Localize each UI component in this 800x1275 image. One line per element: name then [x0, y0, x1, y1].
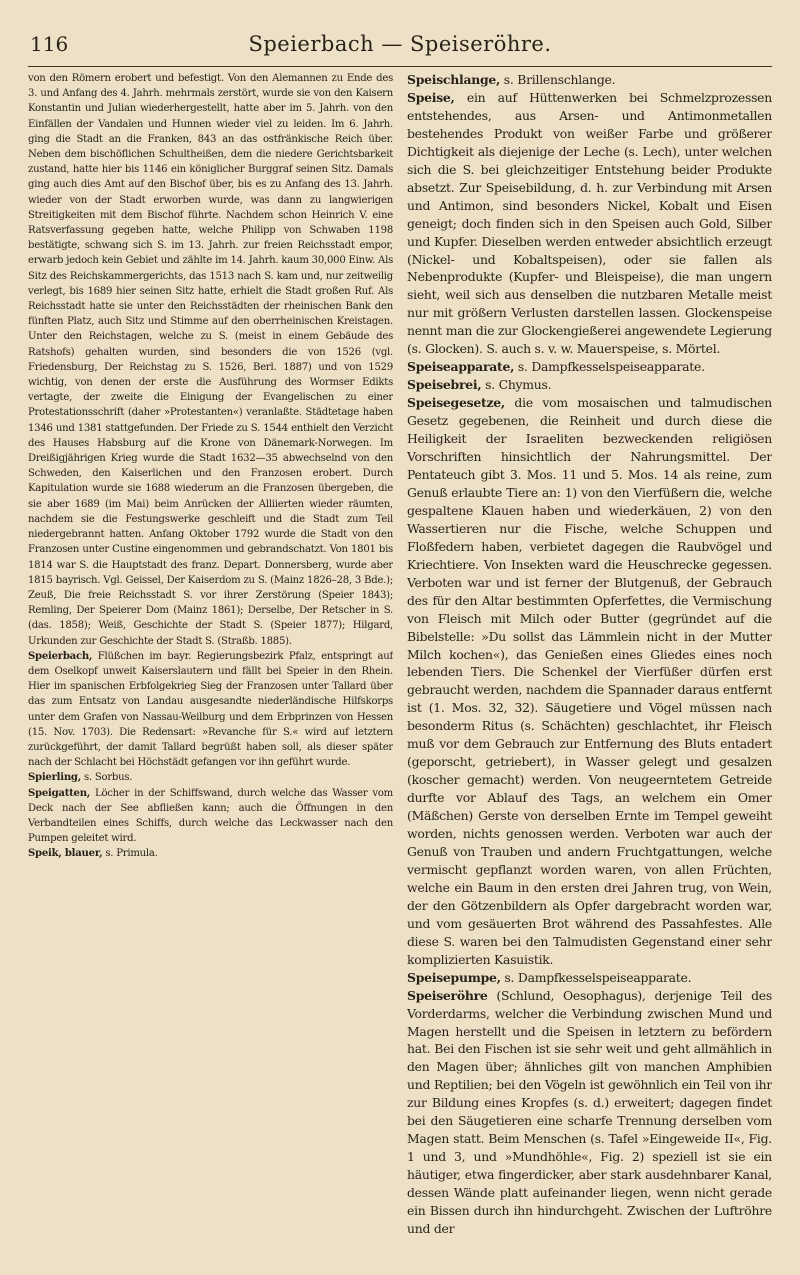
entry-paragraph	[28, 770, 393, 785]
entry-headword: Speik, blauer,	[28, 848, 103, 860]
entry-text: von den Römern erobert und befestigt. Von den Alemannen zu Ende des 3. und Anfang des 4. Jahrh. mehrmals zerstört, wurde sie von den Kaisern Konstantin und Julian wiederhergestellt, hatte aber im 5. Jahrh. von den Einfällen der Vandalen und Hunnen wieder viel zu leiden. Im 6. Jahrh. ging die Stadt an die Franken, 843 an das ostfränkische Reich über. Neben dem bischöflichen Schultheißen, dem die niedere Gerichtsbarkeit zustand, hatte hier bis 1146 ein königlicher Burggraf seinen Sitz. Damals ging auch dies Amt auf den Bischof über, bis es zu Anfang des 13. Jahrh. wieder von der Stadt erworben wurde, was dann zu langwierigen Streitigkeiten mit dem Bischof führte. Nachdem schon Heinrich V. eine Ratsverfassung gegeben hatte, welche Philipp von Schwaben 1198 bestätigte, schwang sich S. im 13. Jahrh. zur freien Reichsstadt empor, erwarb jedoch kein Gebiet und zählte im 14. Jahrh. kaum 30,000 Einw. Als Sitz des Reichskammergerichts, das 1513 nach S. kam und, nur zeitweilig verlegt, bis 1689 hier seinen Sitz hatte, erhielt die Stadt großen Ruf. Als Reichsstadt hatte sie unter den Reichsstädten der rheinischen Bank den fünften Platz, auch Sitz und Stimme auf den oberrheinischen Kreistagen. Unter den Reichstagen, welche zu S. (meist in einem Gebäude des Ratshofs) gehalten wurden, sind besonders die von 1526 (vgl. Friedensburg, Der Reichstag zu S. 1526, Berl. 1887) und von 1529 wichtig, von denen der erste die Ausführung des Wormser Edikts vertagte, der zweite die Einigung der Evangelischen zu einer Protestationsschrift (daher »Protestanten«) veranlaßte. Städtetage haben 1346 und 1381 stattgefunden. Der Friede zu S. 1544 enthielt den Verzicht des Hauses Habsburg auf die Krone von Dänemark-Norwegen. Im Dreißigjährigen Krieg wurde die Stadt 1632—35 abwechselnd von den Schweden, den Kaiserlichen und den Franzosen erobert. Durch Kapitulation wurde sie 1688 wiederum an die Franzosen übergeben, die sie aber 1689 (im Mai) beim Anrücken der Alliierten wieder räumten, nachdem sie die Festungswerke geschleift und die Stadt zum Teil niedergebrannt hatten. Anfang Oktober 1792 wurde die Stadt von den Franzosen unter Custine eingenommen und gebrandschatzt. Von 1801 bis 1814 war S. die Hauptstadt des franz. Depart. Donnersberg, wurde aber 1815 bayrisch. Vgl. Geissel, Der Kaiserdom zu S. (Mainz 1826–28, 3 Bde.); Zeuß, Die freie Reichsstadt S. vor ihrer Zerstörung (Speier 1843); Remling, Der Speierer Dom (Mainz 1861); Derselbe, Der Retscher in S. (das. 1858); Weiß, Geschichte der Stadt S. (Speier 1877); Hilgard, Urkunden zur Geschichte der Stadt S. (Straßb. 1885).	[28, 73, 393, 647]
entry-text: s. Sorbus.	[81, 772, 133, 784]
entry-headword: Speierbach,	[28, 650, 93, 662]
entry-paragraph	[28, 786, 393, 847]
entry-text: Löcher in der Schiffswand, durch welche das Wasser vom Deck nach der See abfließen kann; auch die Öffnungen in den Verbandteilen eines Schiffs, durch welche das Leckwasser nach den Pumpen geleitet wird.	[28, 787, 393, 845]
right-column	[407, 71, 772, 1238]
entry-headword: Spierling,	[28, 772, 82, 784]
entry-text: s. Dampfkesselspeiseapparate.	[514, 359, 705, 375]
entry-headword: Speise,	[407, 89, 455, 105]
entry-text: s. Primula.	[102, 848, 158, 860]
entry-text: die vom mosaischen und talmudischen Gesetz gegebenen, die Reinheit und durch diese die Heiligkeit der Israeliten bezweckenden religiösen Vorschriften hinsichtlich der Nahrungsmittel. Der Pentateuch gibt 3. Mos. 11 und 5. Mos. 14 als reine, zum Genuß erlaubte Tiere an: 1) von den Vierfüßern die, welche gespaltene Klauen haben und wiederkäuen, 2) von den Wassertieren nur die Fische, welche Schuppen und Floßfedern haben, verbietet dagegen die Raubvögel und Kriechtiere. Von Insekten ward die Heuschrecke gegessen. Verboten war und ist ferner der Blutgenuß, der Gebrauch des für den Altar bestimmten Opferfettes, die Vermischung von Fleisch mit Milch oder Butter (gegründet auf die Bibelstelle: »Du sollst das Lämmlein nicht in der Mutter Milch kochen«), das Genießen eines Gliedes eines noch lebenden Tiers. Die Schenkel der Vierfüßer dürfen erst gebraucht werden, nachdem die Spannader daraus entfernt ist (1. Mos. 32, 32). Säugetiere und Vögel müssen nach besonderm Ritus (s. Schächten) geschlachtet, ihr Fleisch muß vor dem Gebrauch zur Entfernung des Bluts entadert (geporscht, getriebert), in Wasser gelegt und gesalzen (koscher gemacht) werden. Von neugeerntetem Getreide durfte vor Ablauf des Tags, an welchem ein Omer (Mäßchen) Gerste von derselben Ernte im Tempel geweiht worden, nichts genossen werden. Verboten war auch der Genuß von Trauben und andern Fruchtgattungen, welche vermischt gepflanzt worden waren, von allen Früchten, welche ein Baum in den ersten drei Jahren trug, von Wein, der den Götzenbildern als Opfer dargebracht worden war, und vom gesäuerten Brot während des Passahfestes. Alle diese S. waren bei den Talmudisten Gegenstand einer sehr komplizierten Kasuistik.	[407, 395, 772, 967]
entry-paragraph	[407, 358, 772, 376]
running-head: Speierbach — Speiseröhre.	[248, 32, 552, 56]
entry-headword: Speisebrei,	[407, 377, 482, 393]
page-number: 116	[30, 32, 69, 56]
left-column	[28, 71, 393, 1238]
two-column-body	[28, 71, 772, 1238]
entry-headword: Speiseapparate,	[407, 359, 515, 375]
entry-text: ein auf Hüttenwerken bei Schmelzprozessen entstehendes, aus Arsen- und Antimonmetallen bestehendes Produkt von weißer Farbe und größerer Dichtigkeit als diejenige der Leche (s. Lech), unter welchen sich die S. bei gleichzeitiger Entstehung beider Produkte absetzt. Zur Speisebildung, d. h. zur Verbindung mit Arsen und Antimon, sind besonders Nickel, Kobalt und Eisen geneigt; doch finden sich in den Speisen auch Gold, Silber und Kupfer. Dieselben werden entweder absichtlich erzeugt (Nickel- und Kobaltspeisen), oder sie fallen als Nebenprodukte (Kupfer- und Bleispeise), die man ungern sieht, weil sich aus denselben die nutzbaren Metalle meist nur mit größern Verlusten darstellen lassen. Glockenspeise nennt man die zur Glockengießerei angewendete Legierung (s. Glocken). S. auch s. v. w. Mauerspeise, s. Mörtel.	[407, 89, 772, 357]
entry-text: s. Chymus.	[481, 377, 552, 393]
entry-headword: Speigatten,	[28, 787, 91, 799]
entry-paragraph	[407, 376, 772, 394]
entry-paragraph	[28, 649, 393, 771]
entry-headword: Speiseröhre	[407, 987, 488, 1003]
entry-paragraph	[407, 969, 772, 987]
entry-paragraph	[407, 89, 772, 358]
entry-paragraph	[407, 987, 772, 1238]
page-header	[28, 30, 772, 67]
entry-headword: Speisegesetze,	[407, 395, 505, 411]
entry-text: s. Brillenschlange.	[500, 72, 616, 87]
entry-text: (Schlund, Oesophagus), derjenige Teil des Vorderdarms, welcher die Verbindung zwischen Mund und Magen herstellt und die Speisen in letztern zu befördern hat. Bei den Fischen ist sie sehr weit und geht allmählich in den Magen über; ähnliches gilt von manchen Amphibien und Reptilien; bei den Vögeln ist gewöhnlich ein Teil von ihr zur Bildung eines Kropfes (s. d.) erweitert; dagegen findet bei den Säugetieren eine scharfe Trennung derselben vom Magen statt. Beim Menschen (s. Tafel »Eingeweide II«, Fig. 1 und 3, und »Mundhöhle«, Fig. 2) speziell ist sie ein häutiger, etwa fingerdicker, aber stark ausdehnbarer Kanal, dessen Wände platt aufeinander liegen, wenn nicht gerade ein Bissen durch ihn hindurchgeht. Zwischen der Luftröhre und der	[407, 987, 772, 1236]
entry-headword: Speisepumpe,	[407, 969, 501, 985]
entry-paragraph	[28, 846, 393, 861]
entry-paragraph	[407, 394, 772, 969]
entry-paragraph	[28, 71, 393, 649]
entry-paragraph	[407, 71, 772, 89]
entry-headword: Speischlange,	[407, 72, 501, 87]
entry-text: Flüßchen im bayr. Regierungsbezirk Pfalz, entspringt auf dem Oselkopf unweit Kaiserslautern und fällt bei Speier in den Rhein. Hier im spanischen Erbfolgekrieg Sieg der Franzosen unter Tallard über das zum Entsatz von Landau ausgesandte niederländische Hilfskorps unter dem Grafen von Nassau-Weilburg und dem Erbprinzen von Hessen (15. Nov. 1703). Die Redensart: »Revanche für S.« wird auf letztern zurückgeführt, der damit Tallard begrüßt haben soll, als dieser später nach der Schlacht bei Höchstädt gefangen vor ihn geführt wurde.	[28, 650, 393, 769]
entry-text: s. Dampfkesselspeiseapparate.	[500, 969, 692, 985]
